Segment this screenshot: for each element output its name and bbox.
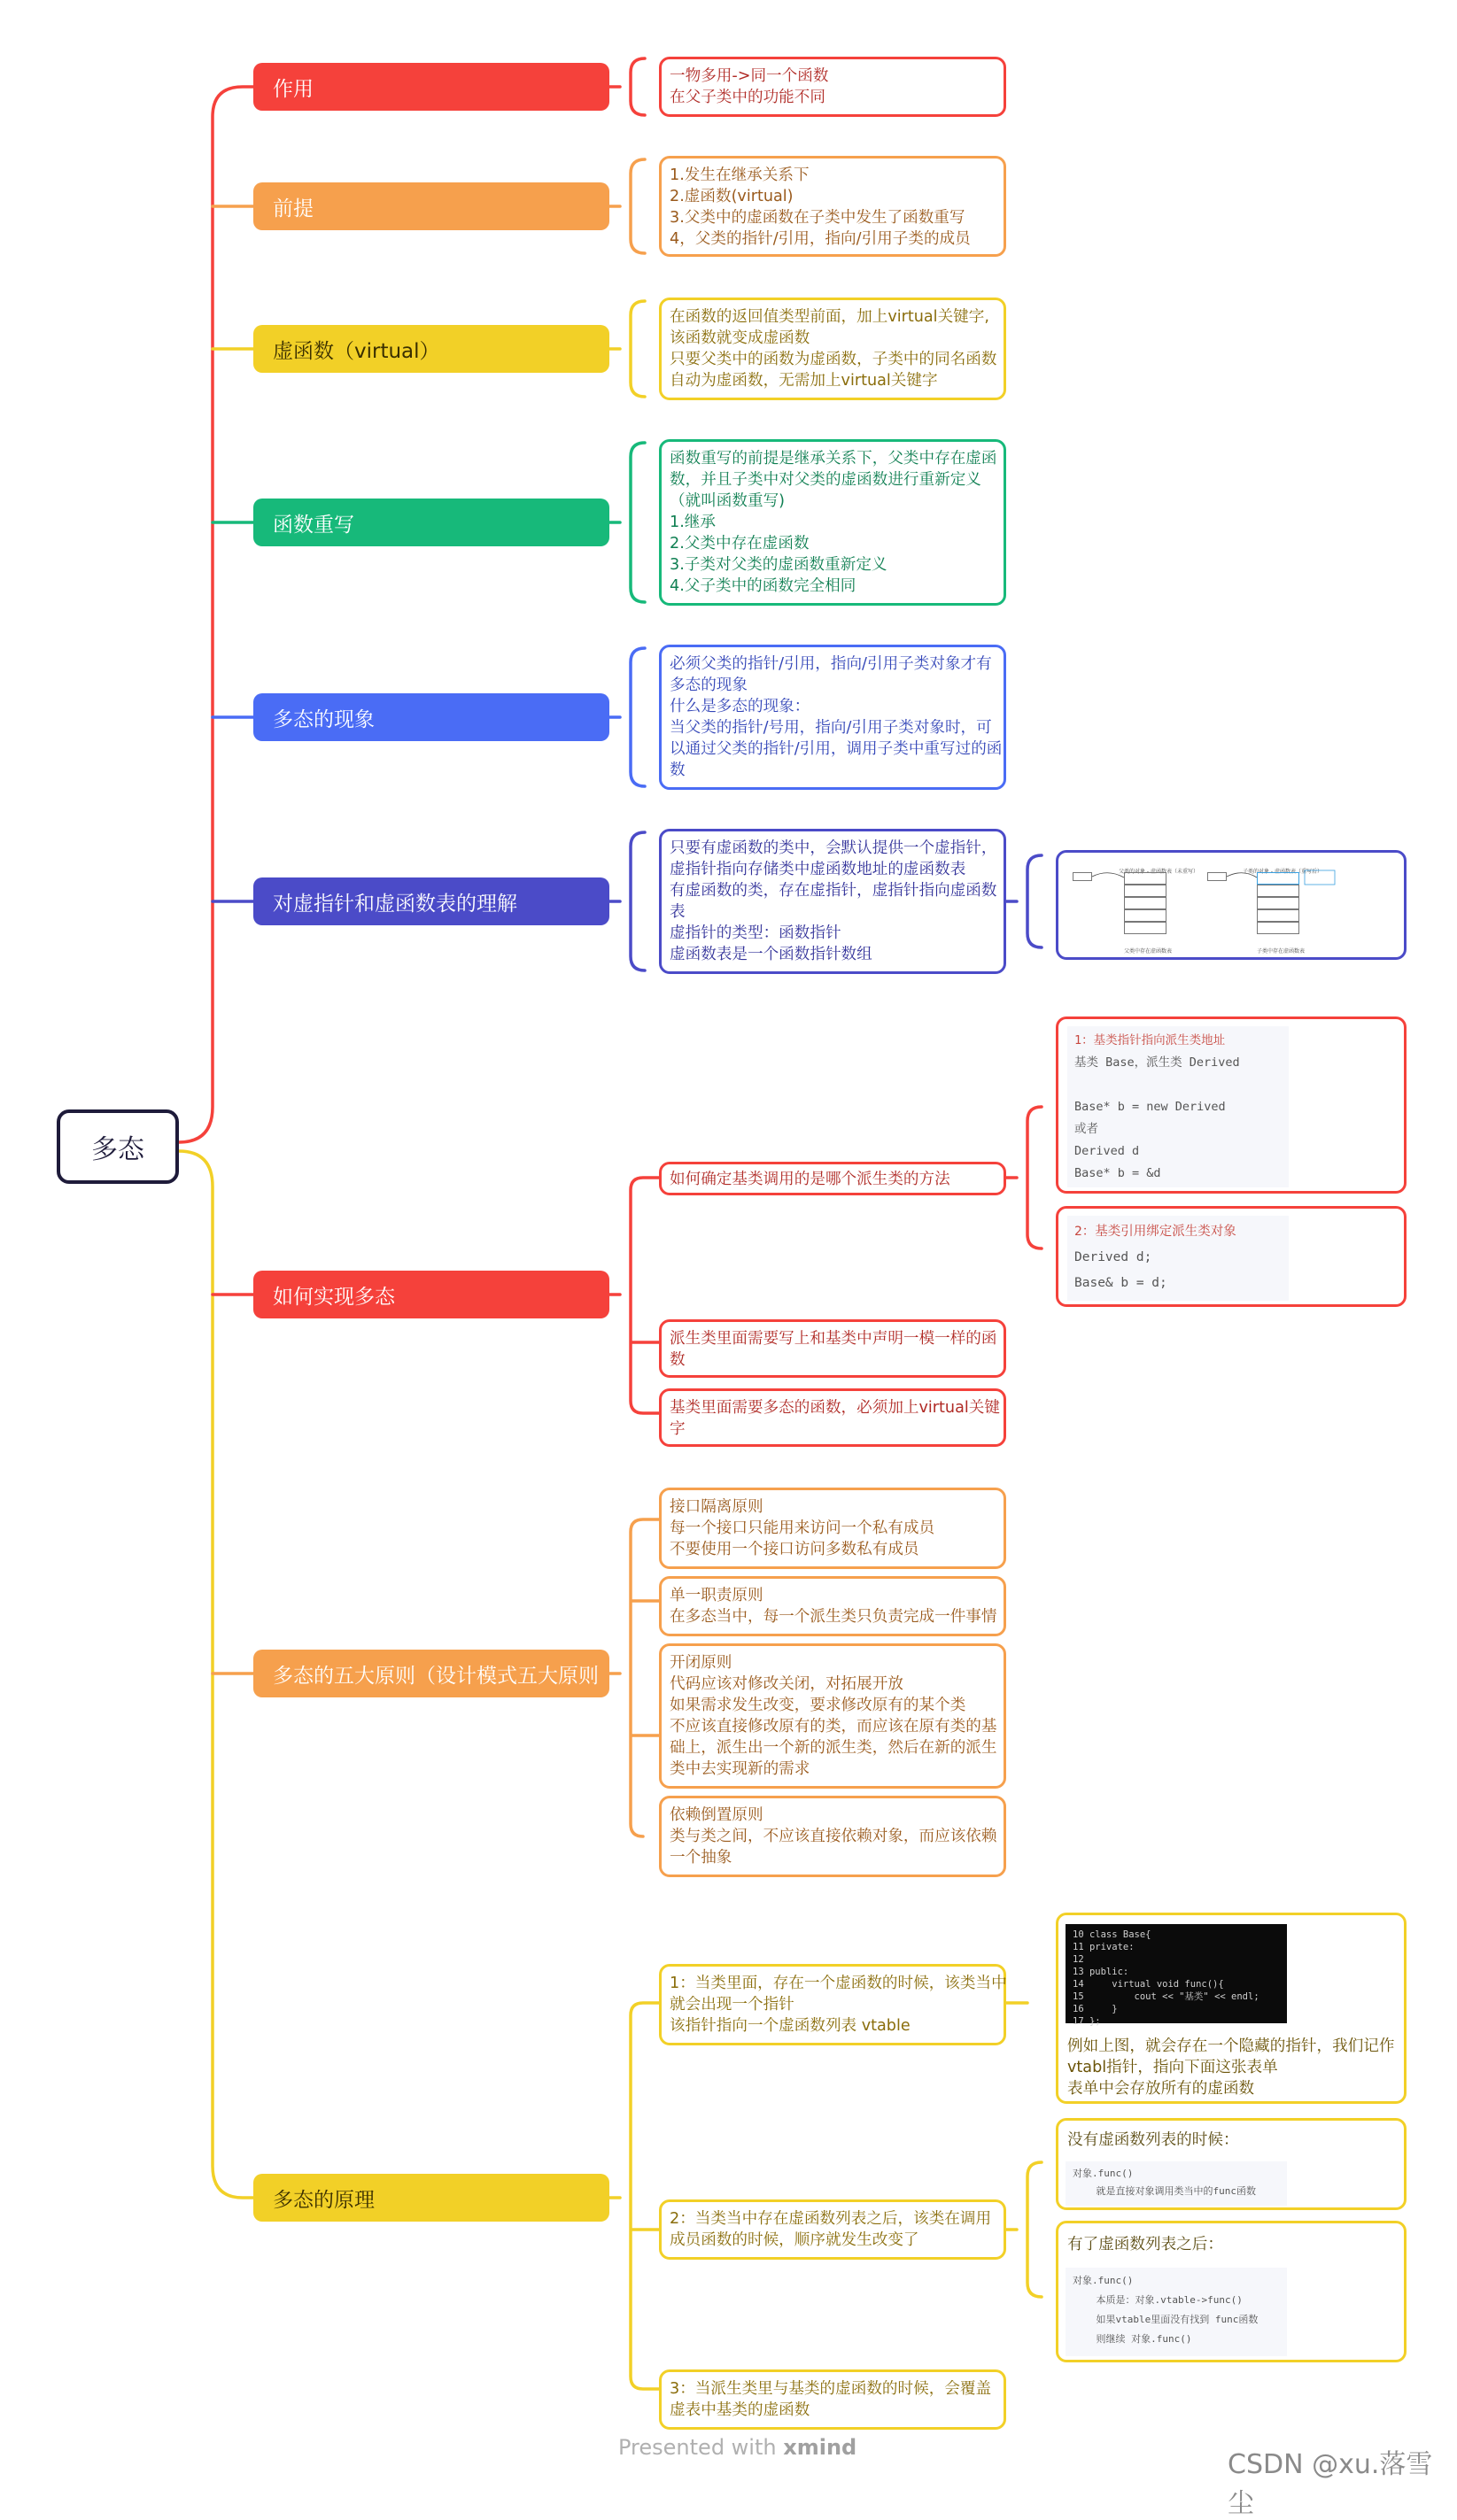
note-line: 自动为虚函数，无需加上virtual关键字 xyxy=(670,372,938,390)
note-line: 2.虚函数(virtual) xyxy=(670,188,794,205)
code-line: 或者 xyxy=(1074,1122,1098,1136)
note-xianxiang[interactable] xyxy=(659,645,1006,790)
note-line: 数，并且子类中对父类的虚函数进行重新定义 xyxy=(670,471,981,489)
topic-label: 多态的现象 xyxy=(273,707,375,731)
note-line: 派生类里面需要写上和基类中声明一模一样的函 xyxy=(670,1330,997,1348)
topic-chongxie[interactable] xyxy=(253,499,609,546)
note-line: 1.继承 xyxy=(670,514,716,531)
code-line: 就是直接对象调用类当中的func函数 xyxy=(1073,2185,1256,2197)
note-yuanli-2a[interactable] xyxy=(1056,2118,1407,2210)
note-line: 只要有虚函数的类中，会默认提供一个虚指针， xyxy=(670,839,997,857)
note-yuanli-3[interactable] xyxy=(659,2369,1006,2430)
code-line: 13 public: xyxy=(1073,1967,1129,1977)
topic-xuhanshu[interactable] xyxy=(253,325,609,373)
code-line: Base* b = &d xyxy=(1074,1166,1161,1180)
note-line: 一物多用->同一个函数 xyxy=(670,67,829,85)
note-line: 以通过父类的指针/引用，调用子类中重写过的函 xyxy=(670,740,1003,758)
topic-label: 作用 xyxy=(273,77,314,101)
note-xuhanshu[interactable] xyxy=(659,298,1006,400)
code-line: 对象.func() xyxy=(1073,2168,1134,2179)
note-yuanze-2[interactable] xyxy=(659,1576,1006,1636)
topic-label: 函数重写 xyxy=(273,513,354,537)
note-line: 就会出现一个指针 xyxy=(670,1996,794,2014)
note-line: vtabl指针，指向下面这张表单 xyxy=(1067,2059,1278,2076)
note-line: 接口隔离原则 xyxy=(670,1498,763,1516)
note-line: 在多态当中，每一个派生类只负责完成一件事情 xyxy=(670,1608,997,1626)
mini-left-title: 父类的对象 - 虚函数表（未重写） xyxy=(1119,869,1198,875)
note-line: （就叫函数重写) xyxy=(670,492,786,510)
note-line: 类中去实现新的需求 xyxy=(670,1760,810,1778)
topic-label: 多态的原理 xyxy=(273,2188,375,2212)
note-line: 成员函数的时候，顺序就发生改变了 xyxy=(670,2231,919,2249)
topic-yuanze[interactable] xyxy=(253,1650,609,1697)
topic-qianti[interactable] xyxy=(253,182,609,230)
note-line: 3.父类中的虚函数在子类中发生了函数重写 xyxy=(670,209,965,227)
note-line: 不应该直接修改原有的类，而应该在原有类的基 xyxy=(670,1718,997,1735)
yuanli-image-desc xyxy=(1067,2036,1394,2099)
topic-label: 前提 xyxy=(273,197,314,220)
note-line: 该指针指向一个虚函数列表 vtable xyxy=(670,2017,911,2035)
note-line: 2.父类中存在虚函数 xyxy=(670,535,810,553)
footer-prefix: Presented with xyxy=(618,2435,777,2460)
note-line: 多态的现象 xyxy=(670,676,748,694)
note-line: 每一个接口只能用来访问一个私有成员 xyxy=(670,1519,935,1537)
code-line: 16 } xyxy=(1073,2004,1118,2014)
code-block-2 xyxy=(1067,1216,1289,1301)
mini-right-caption: 子类中存在虚函数表 xyxy=(1257,948,1306,955)
note-yuanli-1[interactable] xyxy=(659,1964,1006,2045)
note-line: 虚指针指向存储类中虚函数地址的虚函数表 xyxy=(670,861,966,878)
note-line: 1.发生在继承关系下 xyxy=(670,166,810,184)
code-line: 14 virtual void func(){ xyxy=(1073,1979,1224,1990)
xmind-logo-text: xmind xyxy=(783,2435,857,2460)
note-line: 类与类之间，不应该直接依赖对象，而应该依赖 xyxy=(670,1828,997,1845)
note-line: 3.子类对父类的虚函数重新定义 xyxy=(670,556,887,574)
topic-yuanli[interactable] xyxy=(253,2174,609,2222)
note-line: 3：当派生类里与基类的虚函数的时候，会覆盖 xyxy=(670,2380,992,2398)
note-yuanze-3[interactable] xyxy=(659,1643,1006,1789)
note-line: 在父子类中的功能不同 xyxy=(670,89,825,106)
note-line: 一个抽象 xyxy=(670,1849,732,1867)
topic-label: 虚函数（virtual） xyxy=(273,339,440,363)
note-line: 础上，派生出一个新的派生类，然后在新的派生 xyxy=(670,1739,997,1757)
note-line: 什么是多态的现象： xyxy=(670,698,810,715)
note-yuanli-2[interactable] xyxy=(659,2199,1006,2260)
note-line: 不要使用一个接口访问多数私有成员 xyxy=(670,1541,919,1558)
note-line: 依赖倒置原则 xyxy=(670,1806,763,1824)
note-line: 单一职责原则 xyxy=(670,1587,763,1604)
note-qianti[interactable] xyxy=(659,156,1006,257)
note-yuanli-2b[interactable] xyxy=(1056,2221,1407,2362)
trunk-red xyxy=(179,87,253,1142)
topic-label: 多态的五大原则（设计模式五大原则 xyxy=(273,1664,599,1688)
note-line: 数 xyxy=(670,761,686,779)
watermark-text: CSDN @xu.落雪尘 xyxy=(1228,2449,1433,2519)
note-title: 没有虚函数列表的时候： xyxy=(1067,2131,1239,2149)
code-line: Derived d xyxy=(1074,1144,1140,1158)
note-shixian-method[interactable] xyxy=(659,1162,1006,1195)
note-code2[interactable] xyxy=(1056,1206,1407,1307)
note-line: 只要父类中的函数为虚函数，子类中的同名函数 xyxy=(670,351,997,368)
mini-left-caption: 父类中存在虚函数表 xyxy=(1124,948,1173,955)
note-line: 数 xyxy=(670,1351,686,1369)
note-yuanli-image[interactable] xyxy=(1056,1913,1407,2104)
note-shixian-3[interactable] xyxy=(659,1388,1006,1447)
note-yuanze-1[interactable] xyxy=(659,1488,1006,1569)
note-yuanze-4[interactable] xyxy=(659,1796,1006,1877)
topic-shixian[interactable] xyxy=(253,1271,609,1318)
note-line: 在函数的返回值类型前面，加上virtual关键字, xyxy=(670,308,989,326)
note-line: 有虚函数的类，存在虚指针，虚指针指向虚函数 xyxy=(670,882,997,900)
note-line: 字 xyxy=(670,1420,686,1438)
topic-xuzhizhen[interactable] xyxy=(253,877,609,925)
code-line: 1：基类指针指向派生类地址 xyxy=(1074,1033,1226,1047)
mini-right-title: 子类的对象 - 虚函数表（重写后） xyxy=(1243,869,1322,875)
note-xuzhizhen[interactable] xyxy=(659,829,1006,974)
note-line: 函数重写的前提是继承关系下，父类中存在虚函 xyxy=(670,450,997,468)
csdn-watermark xyxy=(1228,2442,1457,2520)
note-line: 如果需求发生改变，要求修改原有的某个类 xyxy=(670,1697,966,1714)
code-line: 15 cout << "基类" << endl; xyxy=(1073,1991,1259,2002)
mini-arrows xyxy=(1066,860,1399,952)
note-line: 2：当类当中存在虚函数列表之后，该类在调用 xyxy=(670,2210,992,2228)
topic-label: 如何实现多态 xyxy=(273,1285,395,1309)
code-line: 则继续 对象.func() xyxy=(1073,2333,1192,2345)
note-line: 4，父类的指针/引用，指向/引用子类的成员 xyxy=(670,230,971,248)
code-line: 17 }; xyxy=(1073,2016,1101,2027)
note-line: 虚指针的类型：函数指针 xyxy=(670,924,841,942)
code-line: Derived d; xyxy=(1074,1250,1152,1264)
note-shixian-2[interactable] xyxy=(659,1319,1006,1378)
code-line: 2：基类引用绑定派生类对象 xyxy=(1074,1225,1236,1239)
note-line: 开闭原则 xyxy=(670,1654,732,1672)
note-code1[interactable] xyxy=(1056,1017,1407,1194)
vtable-mini-diagram xyxy=(1066,860,1399,955)
topic-zuoyong[interactable] xyxy=(253,63,609,111)
code-line xyxy=(1074,1074,1282,1096)
root-topic[interactable] xyxy=(57,1109,179,1184)
code-line: 如果vtable里面没有找到 func函数 xyxy=(1073,2314,1259,2325)
note-line: 1：当类里面，存在一个虚函数的时候，该类当中 xyxy=(670,1975,1007,1992)
note-vtable-image[interactable] xyxy=(1056,850,1407,960)
note-chongxie[interactable] xyxy=(659,439,1006,606)
note-line: 当父类的指针/号用，指向/引用子类对象时，可 xyxy=(670,719,992,737)
note-line: 如何确定基类调用的是哪个派生类的方法 xyxy=(670,1171,950,1188)
note-line: 4.父子类中的函数完全相同 xyxy=(670,577,856,595)
note-line: 例如上图，就会存在一个隐藏的指针，我们记作 xyxy=(1067,2037,1395,2055)
code-line: 12 xyxy=(1073,1954,1084,1965)
code-block-vtable xyxy=(1066,2268,1287,2356)
code-line: 基类 Base，派生类 Derived xyxy=(1074,1055,1240,1070)
code-screenshot xyxy=(1066,1924,1287,2027)
code-line: 10 class Base{ xyxy=(1073,1929,1151,1940)
note-line: 虚表中基类的虚函数 xyxy=(670,2401,810,2419)
topic-xianxiang[interactable] xyxy=(253,693,609,741)
note-line: 该函数就变成虚函数 xyxy=(670,329,810,347)
note-line: 必须父类的指针/引用，指向/引用子类对象才有 xyxy=(670,655,992,673)
note-zuoyong[interactable] xyxy=(659,57,1006,117)
presented-with-footer xyxy=(618,2435,856,2460)
code-line: Base& b = d; xyxy=(1074,1276,1167,1290)
root-label: 多态 xyxy=(91,1134,144,1165)
code-line: Base* b = new Derived xyxy=(1074,1100,1226,1114)
code-line: 本质是：对象.vtable->func() xyxy=(1073,2294,1243,2306)
note-line: 虚函数表是一个函数指针数组 xyxy=(670,946,872,963)
code-block-no-vtable xyxy=(1066,2161,1287,2206)
note-line: 代码应该对修改关闭，对拓展开放 xyxy=(670,1675,903,1693)
note-title: 有了虚函数列表之后： xyxy=(1067,2236,1223,2253)
topic-label: 对虚指针和虚函数表的理解 xyxy=(273,892,517,916)
code-line: 对象.func() xyxy=(1073,2275,1134,2286)
code-block-1 xyxy=(1067,1026,1289,1187)
code-line: 11 private: xyxy=(1073,1942,1135,1952)
note-line: 基类里面需要多态的函数，必须加上virtual关键 xyxy=(670,1399,1000,1417)
note-line: 表单中会存放所有的虚函数 xyxy=(1067,2080,1255,2098)
note-line: 表 xyxy=(670,903,686,921)
